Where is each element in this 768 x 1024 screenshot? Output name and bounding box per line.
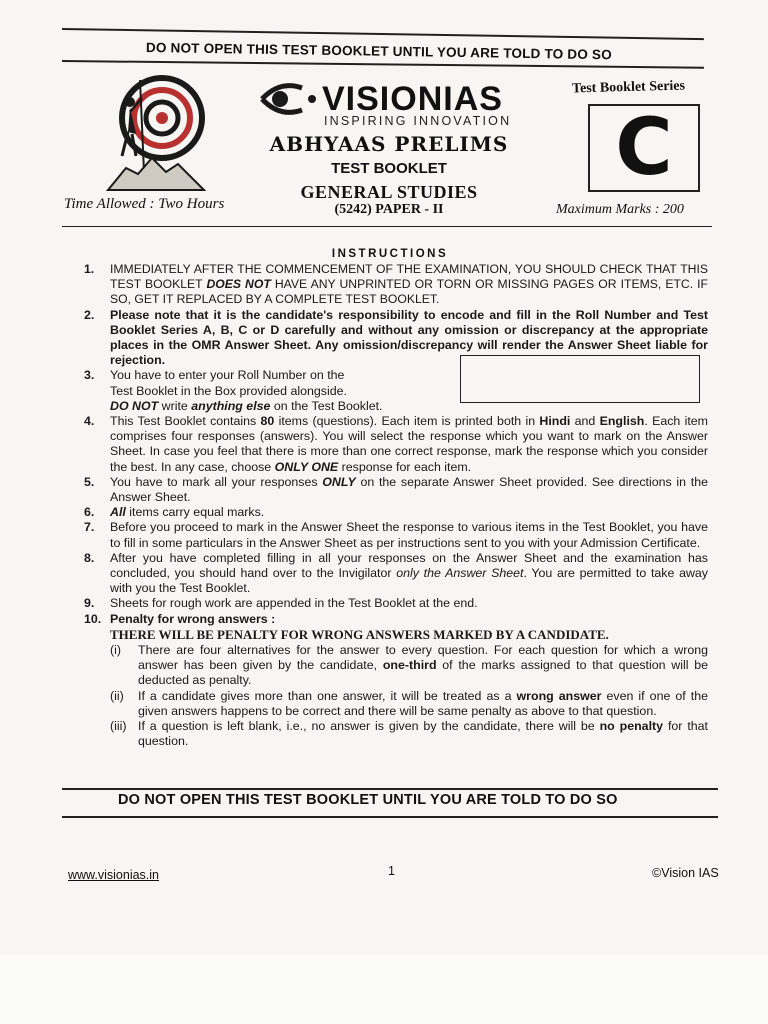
roll-number-box — [460, 355, 700, 403]
brand-logo — [258, 80, 526, 130]
penalty-item-i: (i) There are four alternatives for the answer to every question. For each question for which a wrong answer has been given by the candidate, one-third of the marks assigned to that question will be deducted as penalty. — [110, 643, 708, 688]
penalty-item-iii: (iii) If a question is left blank, i.e., no answer is given by the candidate, there will be no penalty for that question. — [110, 719, 708, 749]
page-margin — [0, 955, 768, 1024]
instruction-item-5: 5. You have to mark all your responses ONLY on the separate Answer Sheet provided. See directions in the Answer Sheet. — [84, 474, 708, 505]
booklet-title: TEST BOOKLET — [331, 160, 447, 177]
series-letter: C — [615, 103, 673, 193]
instruction-item-3: 3. You have to enter your Roll Number on the Test Booklet in the Box provided alongside. DO NOT write anything else on the Test Booklet. — [84, 368, 383, 413]
instruction-item-9: 9. Sheets for rough work are appended in the Test Booklet at the end. — [84, 596, 478, 611]
instruction-item-2: 2. Please note that it is the candidate's responsibility to encode and fill in the Roll Number and Test Booklet Series A, B, C or D carefully and without any omission or discrepancy at the appropriate places in the OMR Answer Sheet. Any omission/discrepancy will render the Answer Sheet liable for rejection. — [84, 307, 708, 368]
bottom-rule-lower — [62, 816, 718, 818]
website-link[interactable]: www.visionias.in — [68, 868, 160, 882]
series-label: Test Booklet Series — [571, 78, 686, 97]
top-banner: DO NOT OPEN THIS TEST BOOKLET UNTIL YOU ARE TOLD TO DO SO — [145, 40, 612, 63]
header-rule — [62, 226, 712, 227]
penalty-item-ii: (ii) If a candidate gives more than one answer, it will be treated as a wrong answer even if one of the given answers happens to be correct and there will be same penalty as above to that question. — [110, 688, 708, 718]
instruction-item-4: 4. This Test Booklet contains 80 items (questions). Each item is printed both in Hindi and English. Each item comprises four responses (answers). You will select the response which you want to mark on the Answer Sheet. In case you feel that there is more than one correct response, mark the response which you consider the best. In any case, choose ONLY ONE response for each item. — [84, 414, 708, 474]
time-allowed: Time Allowed : Two Hours — [64, 196, 225, 212]
page-number: 1 — [388, 864, 395, 878]
bottom-rule-upper — [62, 788, 718, 790]
visionias-eye-logo-icon — [258, 82, 320, 116]
instructions-list — [84, 262, 708, 750]
top-rule-upper — [62, 28, 704, 40]
brand-name: VISIONIAS — [322, 80, 503, 118]
series-box — [588, 104, 700, 192]
max-marks: Maximum Marks : 200 — [556, 202, 684, 217]
instruction-item-1: 1. IMMEDIATELY AFTER THE COMMENCEMENT OF THE EXAMINATION, YOU SHOULD CHECK THAT THIS TEST BOOKLET DOES NOT HAVE ANY UNPRINTED OR TORN OR MISSING PAGES OR ITEMS, ETC. IF SO, GET IT REPLACED BY A COMPLETE TEST BOOKLET. — [84, 262, 708, 307]
copyright: ©Vision IAS — [652, 866, 719, 880]
subject-title: GENERAL STUDIES — [300, 182, 478, 202]
climber-logo-icon — [104, 72, 214, 192]
program-title: ABHYAAS PRELIMS — [269, 132, 509, 156]
brand-tagline: INSPIRING INNOVATION — [324, 114, 512, 128]
instruction-item-10: 10. Penalty for wrong answers : THERE WILL BE PENALTY FOR WRONG ANSWERS MARKED BY A CANDIDATE. — [84, 611, 609, 642]
instruction-item-7: 7. Before you proceed to mark in the Answer Sheet the response to various items in the Test Booklet, you have to fill in some particulars in the Answer Sheet as per instructions sent to you with your Admission Certificate. — [84, 520, 708, 550]
bottom-banner: DO NOT OPEN THIS TEST BOOKLET UNTIL YOU ARE TOLD TO DO SO — [118, 792, 618, 808]
instructions-heading: INSTRUCTIONS — [331, 248, 449, 260]
instruction-item-6: 6. All items carry equal marks. — [84, 505, 265, 520]
paper-title: (5242) PAPER - II — [334, 202, 444, 217]
instruction-item-8: 8. After you have completed filling in all your responses on the Answer Sheet and the examination has concluded, you should hand over to the Invigilator only the Answer Sheet. You are permitted to take away with you the Test Booklet. — [84, 550, 708, 596]
